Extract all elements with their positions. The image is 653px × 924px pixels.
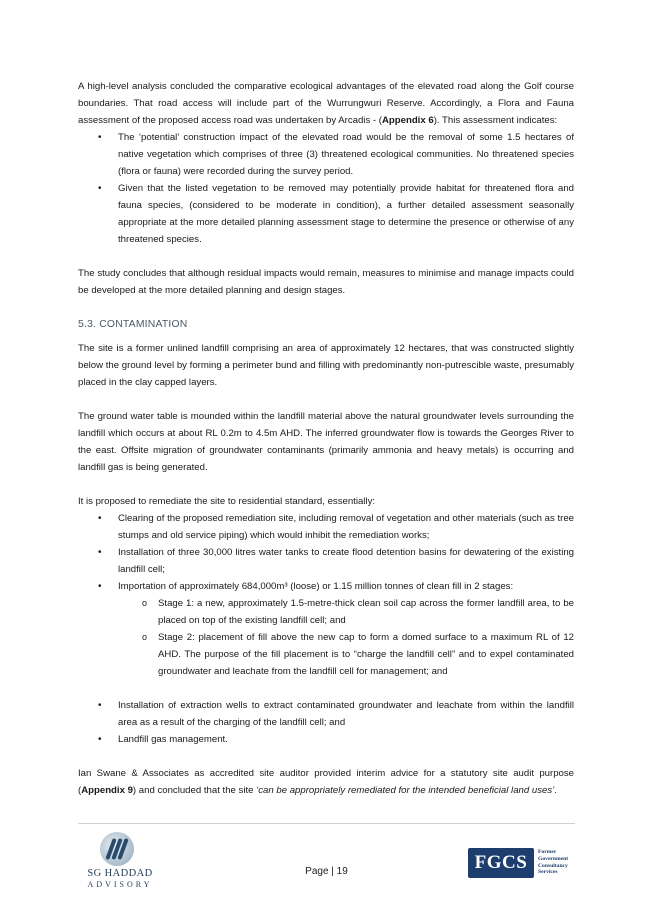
logo-subtitle: ADVISORY bbox=[87, 880, 153, 889]
list-item: • Clearing of the proposed remediation site, including removal of vegetation and other materials (such as tree stumps and old service piping) which would inhibit the remediation works; bbox=[78, 510, 574, 544]
appendix-6-ref: Appendix 6 bbox=[381, 115, 434, 126]
sg-haddad-logo bbox=[80, 832, 160, 892]
sub-list-item: o Stage 2: placement of fill above the new cap to form a domed surface to a maximum RL of 12 AHD. The purpose of the fill placement is to “charge the landfill cell” and to expel contaminated groundwater and leachate from the landfill cell for management; and bbox=[118, 629, 574, 680]
intro-paragraph: A high-level analysis concluded the comparative ecological advantages of the elevated road along the Golf course boundaries. That road access will include part of the Wurrungwuri Reserve. Accordingly, a Flora and Fauna assessment of the proposed access road was undertaken by Arcadis - (Appendix 6). This assessment indicates: bbox=[78, 81, 574, 126]
appendix-9-ref: Appendix 9 bbox=[81, 785, 133, 796]
section-heading: 5.3. CONTAMINATION bbox=[78, 319, 188, 330]
list-item: • The ‘potential’ construction impact of the elevated road would be the removal of some 1.5 hectares of native vegetation which comprises of three (3) threatened ecological communities. No threatened species (flora or fauna) were recorded during the survey period. bbox=[78, 129, 574, 180]
sub-list-item: o Stage 1: a new, approximately 1.5-metre-thick clean soil cap across the former landfill area, to be placed on top of the existing landfill cell; and bbox=[118, 595, 574, 629]
auditor-quote: ‘can be appropriately remediated for the intended beneficial land uses’ bbox=[256, 785, 555, 796]
list-item: • Landfill gas management. bbox=[78, 731, 574, 748]
site-paragraph: The site is a former unlined landfill comprising an area of approximately 12 hectares, that was constructed slightly below the ground level by forming a perimeter bund and filling with predominantly non-putrescible waste, presumably placed in the clay capped layers. bbox=[78, 343, 574, 388]
list-item: • Given that the listed vegetation to be removed may potentially provide habitat for threatened flora and fauna species, (considered to be moderate in condition), a further detailed assessment seasonally appropriate at the more detailed planning assessment stage to determine the presence or otherwise of any threatened species. bbox=[78, 180, 574, 248]
stage-sub-list bbox=[118, 595, 574, 680]
fgcs-wordmark: FGCS bbox=[468, 848, 534, 878]
list-item: • Installation of extraction wells to extract contaminated groundwater and leachate from within the landfill area as a result of the charging of the landfill cell; and bbox=[78, 697, 574, 731]
page-number: Page | 19 bbox=[305, 866, 348, 877]
fgcs-logo bbox=[468, 848, 574, 878]
study-conclusion-paragraph: The study concludes that although residual impacts would remain, measures to minimise and manage impacts could be developed at the more detailed planning and design stages. bbox=[78, 268, 574, 296]
haddad-emblem-icon bbox=[100, 832, 134, 866]
remediation-intro: It is proposed to remediate the site to residential standard, essentially: bbox=[78, 496, 376, 507]
groundwater-paragraph: The ground water table is mounded within the landfill material above the natural groundwater levels surrounding the landfill which occurs at about RL 0.2m to 4.5m AHD. The inferred groundwater flow is towards the Georges River to the east. Offsite migration of groundwater contaminants (primarily ammonia and heavy metals) is occurring and landfill gas is being generated. bbox=[78, 411, 574, 473]
ecology-bullet-list bbox=[78, 129, 574, 248]
document-body bbox=[78, 78, 574, 799]
remediation-bullet-list bbox=[78, 510, 574, 680]
footer-divider bbox=[78, 823, 575, 824]
list-item: • Installation of three 30,000 litres water tanks to create flood detention basins for dewatering of the existing landfill cell; bbox=[78, 544, 574, 578]
auditor-paragraph: Ian Swane & Associates as accredited site auditor provided interim advice for a statutory site audit purpose (Appendix 9) and concluded that the site ‘can be appropriately remediated for the intended beneficial land uses’. bbox=[78, 768, 574, 796]
logo-name: SG HADDAD bbox=[87, 868, 153, 879]
page-footer bbox=[0, 826, 653, 924]
extraction-bullet-list bbox=[78, 697, 574, 748]
fgcs-tagline: Former Government Consultancy Services bbox=[538, 849, 569, 876]
list-item: • Importation of approximately 684,000m³ (loose) or 1.15 million tonnes of clean fill in 2 stages: o Stage 1: a new, approximately 1.5-metre-thick clean soil cap across the former landfill area, to be placed on top of the existing landfill cell; and o Stage 2: placement of fill above the new cap to form a domed surface to a maximum RL of 12 AHD. The purpose of the fill placement is to “charge the landfill cell” and to expel contaminated groundwater and leachate from the landfill cell for management; and bbox=[78, 578, 574, 680]
